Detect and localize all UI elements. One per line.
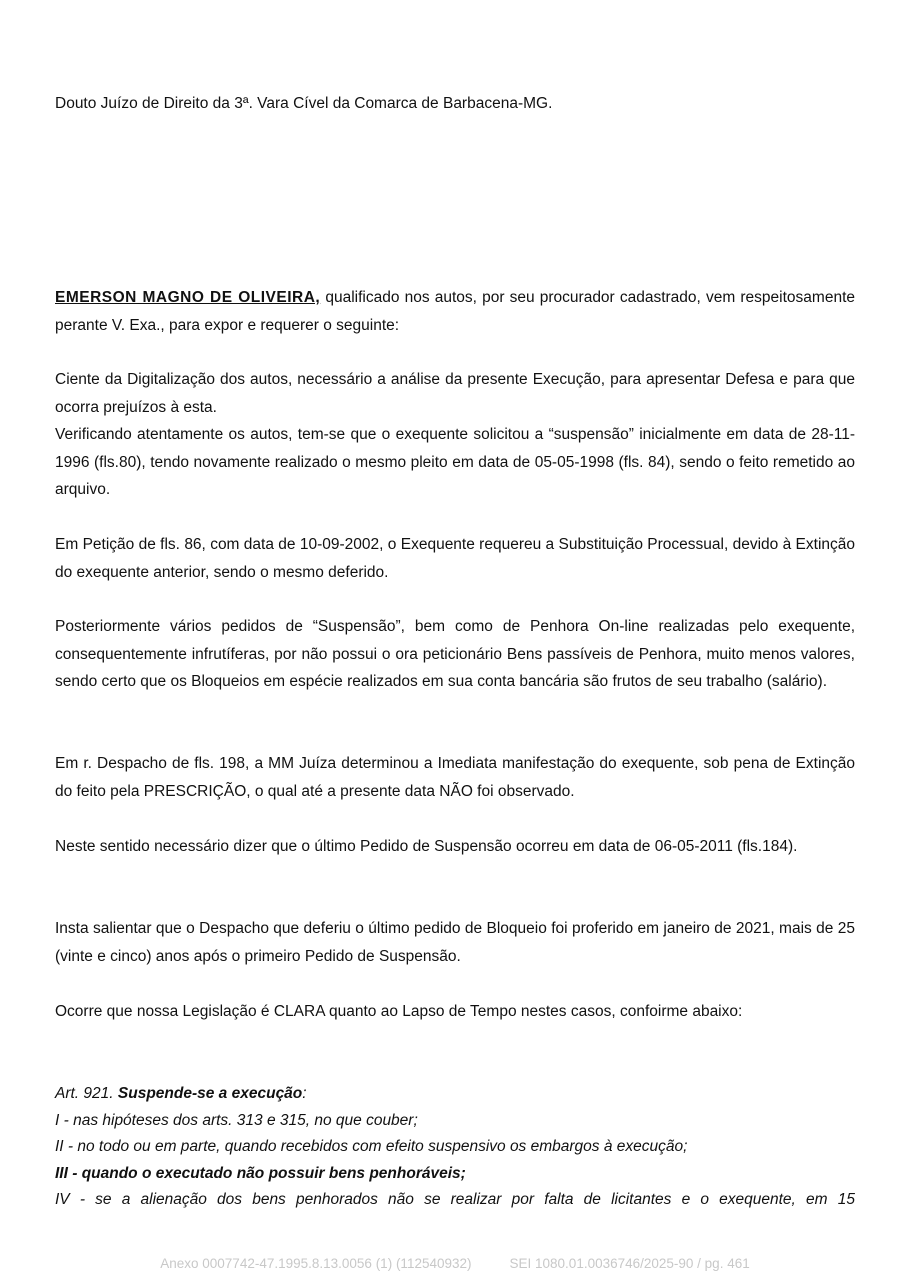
addressee-line: Douto Juízo de Direito da 3ª. Vara Cível da Comarca de Barbacena-MG.: [55, 95, 553, 112]
paragraph-2: Verificando atentamente os autos, tem-se que o exequente solicitou a “suspensão” inicialmente em data de 28-11-1996 (fls.80), tendo novamente realizado o mesmo pleito em data de 05-05-1998 (fls. 84), sendo o feito remetido ao arquivo.: [55, 426, 855, 498]
law-item-ii: II - no todo ou em parte, quando recebidos com efeito suspensivo os embargos à execução;: [55, 1138, 688, 1155]
paragraph-6: Neste sentido necessário dizer que o último Pedido de Suspensão ocorreu em data de 06-05-2011 (fls.184).: [55, 838, 798, 855]
paragraph-1: Ciente da Digitalização dos autos, necessário a análise da presente Execução, para apresentar Defesa e para que ocorra prejuízos à esta.: [55, 371, 855, 416]
paragraph-8: Ocorre que nossa Legislação é CLARA quanto ao Lapso de Tempo nestes casos, confoirme abaixo:: [55, 1003, 743, 1020]
page-footer: [0, 1256, 910, 1271]
footer-annex: Anexo 0007742-47.1995.8.13.0056 (1) (112540932): [160, 1256, 472, 1271]
law-citation: [55, 1081, 855, 1214]
paragraph-5: Em r. Despacho de fls. 198, a MM Juíza determinou a Imediata manifestação do exequente, sob pena de Extinção do feito pela PRESCRIÇÃO, o qual até a presente data NÃO foi observado.: [55, 755, 855, 800]
paragraph-3: Em Petição de fls. 86, com data de 10-09-2002, o Exequente requereu a Substituição Processual, devido à Extinção do exequente anterior, sendo o mesmo deferido.: [55, 536, 855, 581]
law-article-heading: Art. 921. Suspende-se a execução:: [55, 1085, 307, 1102]
law-item-i: I - nas hipóteses dos arts. 313 e 315, no que couber;: [55, 1111, 418, 1129]
law-item-iv: IV - se a alienação dos bens penhorados não se realizar por falta de licitantes e o exequente, em 15: [55, 1191, 855, 1208]
law-item-iii: III - quando o executado não possuir bens penhoráveis;: [55, 1164, 466, 1182]
footer-sei: SEI 1080.01.0036746/2025-90 / pg. 461: [509, 1256, 750, 1271]
paragraph-4: Posteriormente vários pedidos de “Suspensão”, bem como de Penhora On-line realizadas pelo exequente, consequentemente infrutíferas, por não possui o ora peticionário Bens passíveis de Penhora, muito menos valores, sendo certo que os Bloqueios em espécie realizados em sua conta bancária são frutos de seu trabalho (salário).: [55, 618, 855, 690]
intro-text: qualificado nos autos, por seu procurador cadastrado, vem respeitosamente perante V. Exa., para expor e requerer o seguinte:: [55, 289, 855, 334]
intro-paragraph: [55, 284, 855, 339]
party-name: EMERSON MAGNO DE OLIVEIRA,: [55, 289, 321, 306]
paragraph-7: Insta salientar que o Despacho que deferiu o último pedido de Bloqueio foi proferido em janeiro de 2021, mais de 25 (vinte e cinco) anos após o primeiro Pedido de Suspensão.: [55, 920, 855, 965]
